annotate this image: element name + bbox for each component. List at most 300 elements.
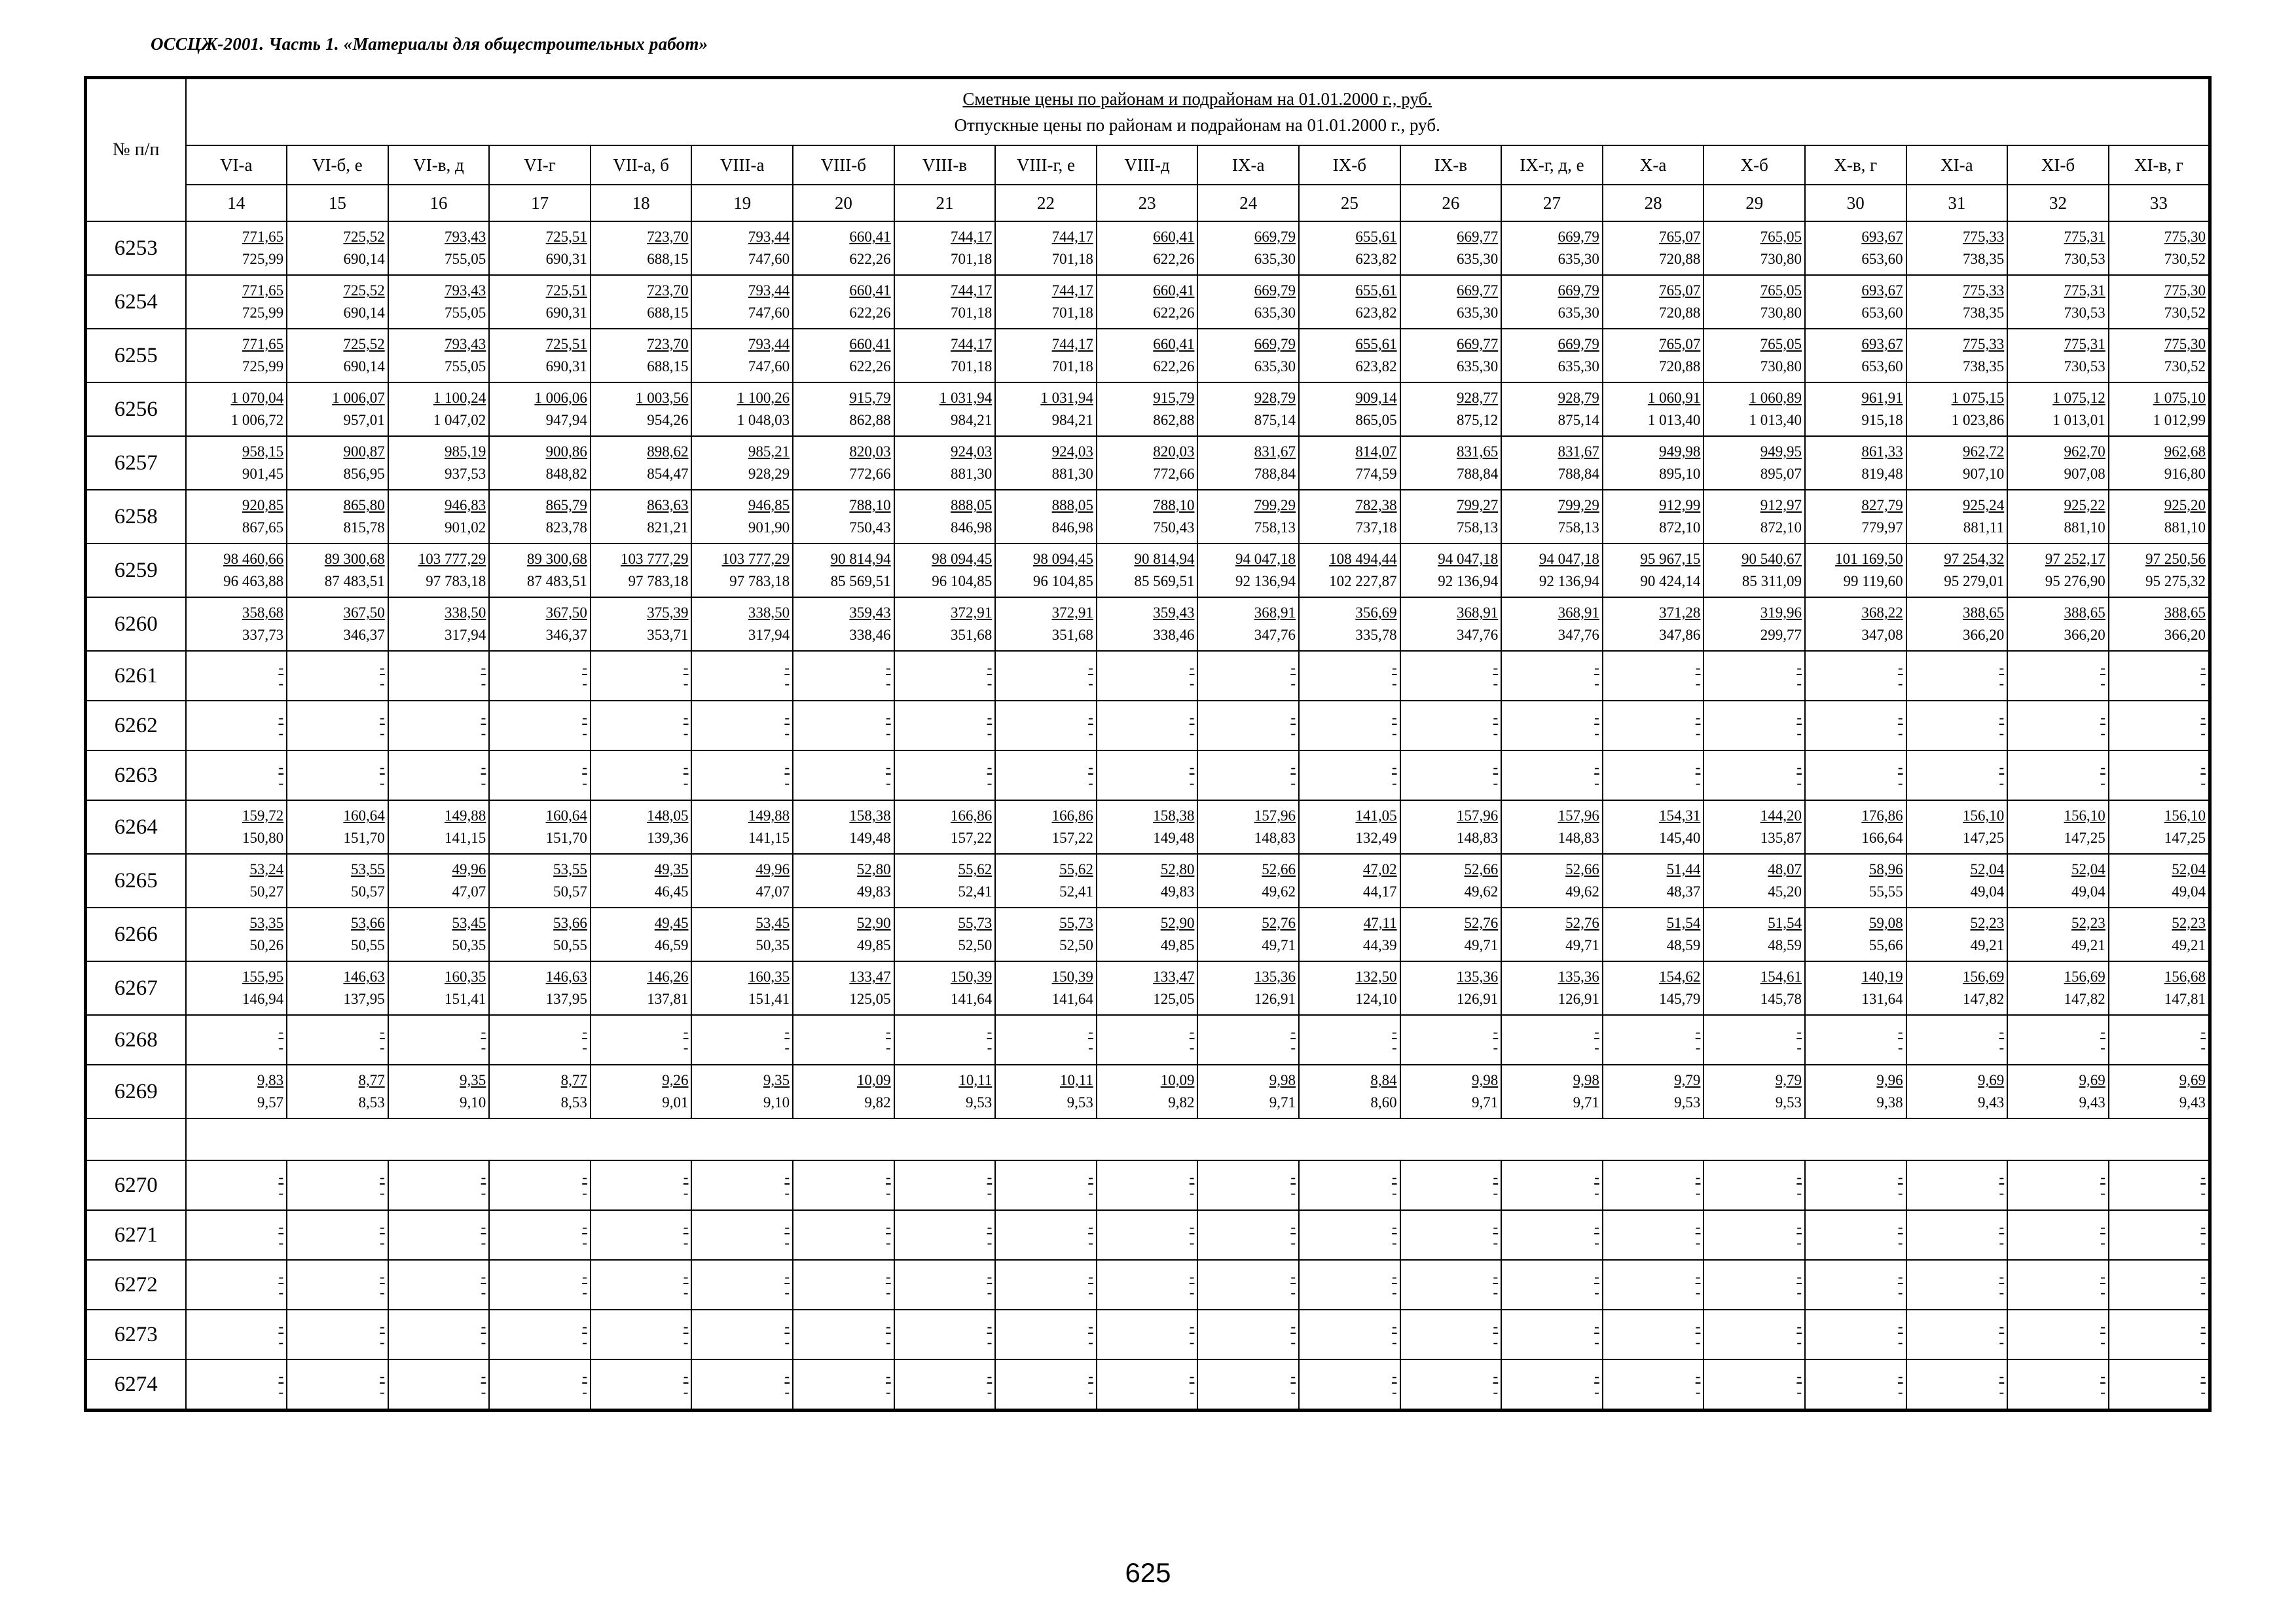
price-cell (388, 1065, 490, 1118)
release-price: 87 483,51 (324, 573, 385, 589)
release-price: 690,31 (545, 358, 587, 375)
price-cell (1197, 961, 1299, 1015)
price-cell (1501, 1359, 1603, 1411)
estimate-price: 771,65 (242, 229, 284, 245)
estimate-price: 793,44 (748, 336, 790, 352)
estimate-price: 97 250,56 (2145, 551, 2206, 567)
region-header-cell: VIII-б (793, 145, 894, 185)
estimate-price: 915,79 (849, 390, 891, 406)
price-cell (186, 275, 287, 329)
release-price: 9,82 (1168, 1094, 1195, 1111)
row-number: 6263 (86, 750, 186, 800)
estimate-price: 356,69 (1355, 604, 1397, 621)
price-cell (186, 1015, 287, 1065)
release-price-empty: - (885, 1234, 891, 1251)
price-cell (2007, 1210, 2109, 1260)
release-price: 347,76 (1254, 627, 1296, 643)
release-price: 730,52 (2164, 304, 2206, 321)
price-cell (2109, 490, 2210, 544)
region-header-cell: VI-в, д (388, 145, 490, 185)
release-price: 52,50 (958, 937, 993, 953)
estimate-price: 9,79 (1674, 1072, 1701, 1088)
price-cell (894, 651, 996, 701)
price-cell (995, 1160, 1097, 1210)
price-cell (1704, 544, 1805, 597)
price-cell (1400, 329, 1502, 382)
price-cell (894, 221, 996, 275)
estimate-price: 51,44 (1666, 861, 1701, 877)
price-cell (995, 750, 1097, 800)
price-cell (591, 275, 692, 329)
price-cell (2109, 800, 2210, 854)
release-price: 44,39 (1362, 937, 1397, 953)
estimate-price-empty: - (1796, 1169, 1802, 1185)
release-price: 147,25 (2164, 830, 2206, 846)
release-price-empty: - (582, 1039, 587, 1056)
release-price: 9,71 (1573, 1094, 1599, 1111)
release-price-empty: - (1391, 775, 1397, 791)
release-price-empty: - (1897, 1334, 1903, 1350)
release-price-empty: - (1796, 1284, 1802, 1301)
price-cell (1906, 329, 2008, 382)
estimate-price: 55,73 (958, 915, 993, 931)
estimate-price: 53,45 (756, 915, 790, 931)
release-price-empty: - (1594, 1284, 1599, 1301)
table-row (86, 854, 2210, 908)
estimate-price: 58,96 (1868, 861, 1903, 877)
price-cell (1197, 329, 1299, 382)
estimate-price: 660,41 (849, 282, 891, 299)
price-cell (691, 1260, 793, 1310)
release-price: 653,60 (1861, 251, 1903, 267)
price-cell (1299, 436, 1400, 490)
price-cell (1906, 1160, 2008, 1210)
estimate-price: 133,47 (849, 969, 891, 985)
estimate-price: 9,69 (1977, 1072, 2005, 1088)
estimate-price: 900,86 (545, 443, 587, 460)
price-cell (1299, 329, 1400, 382)
estimate-price-empty: - (987, 659, 993, 676)
release-price: 623,82 (1355, 251, 1397, 267)
release-price: 45,20 (1768, 883, 1802, 900)
price-cell (186, 651, 287, 701)
region-header-cell: IX-а (1197, 145, 1299, 185)
release-price: 895,07 (1760, 466, 1802, 482)
price-cell (489, 750, 591, 800)
price-cell (995, 490, 1097, 544)
estimate-price: 90 814,94 (1134, 551, 1195, 567)
estimate-price-empty: - (683, 1169, 689, 1185)
release-price: 49,71 (1464, 937, 1499, 953)
region-header-cell: IX-г, д, е (1501, 145, 1603, 185)
estimate-price: 368,91 (1456, 604, 1499, 621)
release-price: 1 013,40 (1647, 412, 1701, 428)
release-price: 881,11 (1963, 519, 2005, 536)
estimate-price: 1 003,56 (635, 390, 689, 406)
estimate-price: 782,38 (1355, 497, 1397, 513)
price-cell (1603, 329, 1704, 382)
release-price: 701,18 (951, 251, 993, 267)
estimate-price: 166,86 (951, 807, 993, 824)
price-cell (1197, 1310, 1299, 1359)
table-row (86, 1260, 2210, 1310)
estimate-price-empty: - (1897, 709, 1903, 726)
price-cell (894, 1260, 996, 1310)
estimate-price-empty: - (582, 1268, 587, 1285)
price-cell (388, 597, 490, 651)
release-price: 9,10 (460, 1094, 486, 1111)
release-price: 875,14 (1558, 412, 1599, 428)
price-cell (388, 1160, 490, 1210)
release-price-empty: - (1391, 1039, 1397, 1056)
estimate-price-empty: - (1391, 1024, 1397, 1040)
release-price: 49,71 (1262, 937, 1296, 953)
price-cell (1805, 1359, 1906, 1411)
price-cell (793, 490, 894, 544)
price-cell (1704, 1260, 1805, 1310)
price-cell (1197, 382, 1299, 436)
release-price: 141,64 (951, 991, 993, 1007)
price-cell (1603, 908, 1704, 961)
release-price: 737,18 (1355, 519, 1397, 536)
price-cell (287, 1015, 388, 1065)
release-price: 346,37 (545, 627, 587, 643)
estimate-price-empty: - (278, 1024, 284, 1040)
estimate-price-empty: - (1189, 659, 1195, 676)
price-cell (489, 275, 591, 329)
price-cell (591, 329, 692, 382)
estimate-price-empty: - (380, 1368, 385, 1384)
release-price-empty: - (1897, 1039, 1903, 1056)
release-price-empty: - (1897, 1185, 1903, 1201)
release-price-empty: - (481, 1185, 486, 1201)
estimate-price-empty: - (380, 709, 385, 726)
estimate-price-empty: - (481, 1318, 486, 1335)
price-cell (591, 1359, 692, 1411)
price-cell (1197, 1260, 1299, 1310)
release-price: 730,53 (2064, 304, 2105, 321)
estimate-price: 52,76 (1262, 915, 1296, 931)
price-cell (995, 800, 1097, 854)
price-cell (1603, 1160, 1704, 1210)
release-price: 8,60 (1370, 1094, 1397, 1111)
estimate-price: 368,22 (1861, 604, 1903, 621)
estimate-price: 53,45 (452, 915, 486, 931)
price-cell (1400, 908, 1502, 961)
estimate-price: 775,33 (1962, 336, 2005, 352)
estimate-price-empty: - (987, 759, 993, 775)
price-cell (995, 854, 1097, 908)
estimate-price: 159,72 (242, 807, 284, 824)
price-cell (894, 329, 996, 382)
release-price: 846,98 (951, 519, 993, 536)
release-price: 49,85 (1160, 937, 1195, 953)
release-price-empty: - (582, 1234, 587, 1251)
price-cell (388, 651, 490, 701)
estimate-price: 52,66 (1262, 861, 1296, 877)
estimate-price: 150,39 (951, 969, 993, 985)
release-price: 635,30 (1558, 358, 1599, 375)
release-price-empty: - (683, 1185, 689, 1201)
release-price: 148,83 (1456, 830, 1499, 846)
price-cell (1805, 1210, 1906, 1260)
release-price-empty: - (987, 1039, 993, 1056)
price-cell (1097, 1260, 1198, 1310)
price-cell (1805, 490, 1906, 544)
release-price-empty: - (1493, 1185, 1499, 1201)
price-cell (287, 436, 388, 490)
price-cell (186, 329, 287, 382)
column-number-cell: 18 (591, 185, 692, 221)
price-cell (1906, 750, 2008, 800)
estimate-price: 928,77 (1456, 390, 1499, 406)
release-price: 351,68 (951, 627, 993, 643)
release-price: 928,29 (748, 466, 790, 482)
release-price: 758,13 (1254, 519, 1296, 536)
price-cell (388, 1015, 490, 1065)
price-cell (1501, 750, 1603, 800)
estimate-price: 95 967,15 (1640, 551, 1701, 567)
estimate-price: 97 252,17 (2045, 551, 2105, 567)
estimate-price-empty: - (1897, 659, 1903, 676)
region-header-cell: VI-г (489, 145, 591, 185)
price-cell (2007, 436, 2109, 490)
price-cell (1603, 544, 1704, 597)
release-price-empty: - (380, 1039, 385, 1056)
release-price: 622,26 (1153, 304, 1195, 321)
estimate-price-empty: - (683, 709, 689, 726)
estimate-price-empty: - (2200, 1268, 2206, 1285)
price-cell (591, 382, 692, 436)
estimate-price: 900,87 (343, 443, 385, 460)
price-cell (1197, 1065, 1299, 1118)
release-price: 97 783,18 (628, 573, 689, 589)
release-price-empty: - (278, 1039, 284, 1056)
price-cell (1906, 1359, 2008, 1411)
estimate-price: 793,44 (748, 282, 790, 299)
release-price: 132,49 (1355, 830, 1397, 846)
price-cell (793, 221, 894, 275)
estimate-price: 865,79 (545, 497, 587, 513)
price-cell (1603, 275, 1704, 329)
table-row (86, 1210, 2210, 1260)
price-cell (1299, 908, 1400, 961)
price-cell (1501, 490, 1603, 544)
table-row (86, 275, 2210, 329)
release-price-empty: - (1493, 1234, 1499, 1251)
release-price-empty: - (1695, 1039, 1701, 1056)
price-cell (1299, 544, 1400, 597)
estimate-price: 985,21 (748, 443, 790, 460)
price-cell (995, 329, 1097, 382)
price-cell (1603, 1210, 1704, 1260)
release-price-empty: - (278, 775, 284, 791)
price-cell (591, 1065, 692, 1118)
price-cell (1299, 1310, 1400, 1359)
estimate-price-empty: - (1999, 759, 2005, 775)
price-cell (2109, 961, 2210, 1015)
price-cell (1805, 1310, 1906, 1359)
price-cell (1906, 490, 2008, 544)
estimate-price: 98 094,45 (932, 551, 993, 567)
release-price: 137,81 (647, 991, 689, 1007)
estimate-price-empty: - (2100, 1268, 2105, 1285)
release-price-empty: - (481, 675, 486, 692)
release-price-empty: - (481, 1334, 486, 1350)
release-price-empty: - (885, 1185, 891, 1201)
release-price: 9,71 (1471, 1094, 1499, 1111)
release-price: 157,22 (1051, 830, 1093, 846)
estimate-price: 52,76 (1464, 915, 1499, 931)
price-cell (1097, 961, 1198, 1015)
estimate-price-empty: - (784, 1368, 790, 1384)
release-price: 97 783,18 (729, 573, 790, 589)
estimate-price-empty: - (784, 1268, 790, 1285)
estimate-price: 912,97 (1760, 497, 1802, 513)
release-price: 95 279,01 (1944, 573, 2005, 589)
release-price: 50,27 (249, 883, 284, 900)
estimate-price-empty: - (987, 1169, 993, 1185)
estimate-price-empty: - (2100, 659, 2105, 676)
estimate-price-empty: - (885, 709, 891, 726)
price-cell (1805, 908, 1906, 961)
table-row (86, 1065, 2210, 1118)
release-price: 730,53 (2064, 251, 2105, 267)
price-cell (1097, 651, 1198, 701)
estimate-price-empty: - (1493, 1219, 1499, 1235)
estimate-price-empty: - (1796, 1219, 1802, 1235)
release-price-empty: - (1493, 775, 1499, 791)
estimate-price: 723,70 (647, 282, 689, 299)
release-price-empty: - (1189, 1384, 1195, 1400)
estimate-price-empty: - (380, 1318, 385, 1335)
estimate-price: 725,52 (343, 282, 385, 299)
release-price: 738,35 (1962, 251, 2005, 267)
price-cell (287, 597, 388, 651)
row-number: 6253 (86, 221, 186, 275)
estimate-price: 52,76 (1565, 915, 1599, 931)
price-cell (691, 908, 793, 961)
estimate-price: 669,79 (1254, 336, 1296, 352)
estimate-price: 101 169,50 (1835, 551, 1903, 567)
table-row (86, 750, 2210, 800)
estimate-price-empty: - (582, 659, 587, 676)
estimate-price-empty: - (1391, 1219, 1397, 1235)
release-price: 92 136,94 (1539, 573, 1599, 589)
release-price: 622,26 (1153, 358, 1195, 375)
estimate-price: 371,28 (1659, 604, 1701, 621)
price-cell (1097, 750, 1198, 800)
estimate-price-empty: - (683, 1318, 689, 1335)
release-price-empty: - (2200, 675, 2206, 692)
estimate-price-empty: - (1999, 709, 2005, 726)
price-cell (793, 1310, 894, 1359)
estimate-price-empty: - (987, 1318, 993, 1335)
estimate-price: 157,96 (1558, 807, 1599, 824)
price-cell (691, 750, 793, 800)
release-price: 48,37 (1666, 883, 1701, 900)
estimate-price-empty: - (1290, 1368, 1296, 1384)
price-cell (1299, 800, 1400, 854)
estimate-price: 725,51 (545, 336, 587, 352)
release-price-empty: - (2200, 1284, 2206, 1301)
estimate-price: 51,54 (1666, 915, 1701, 931)
price-cell (1400, 382, 1502, 436)
release-price: 875,12 (1456, 412, 1499, 428)
estimate-price: 53,66 (553, 915, 587, 931)
price-cell (489, 544, 591, 597)
price-cell (1805, 436, 1906, 490)
release-price-empty: - (1594, 725, 1599, 741)
price-cell (793, 1065, 894, 1118)
price-cell (591, 1260, 692, 1310)
estimate-price-empty: - (1695, 1169, 1701, 1185)
release-price: 49,21 (2071, 937, 2105, 953)
estimate-price: 160,64 (545, 807, 587, 824)
estimate-price-empty: - (582, 1024, 587, 1040)
price-cell (489, 436, 591, 490)
release-price: 738,35 (1962, 358, 2005, 375)
release-price-empty: - (1695, 1284, 1701, 1301)
price-cell (995, 275, 1097, 329)
row-number: 6254 (86, 275, 186, 329)
price-cell (691, 1359, 793, 1411)
release-price-empty: - (1897, 775, 1903, 791)
estimate-price: 154,62 (1659, 969, 1701, 985)
release-price: 947,94 (545, 412, 587, 428)
release-price-empty: - (987, 1234, 993, 1251)
price-cell (388, 701, 490, 750)
row-number: 6258 (86, 490, 186, 544)
release-price: 747,60 (748, 358, 790, 375)
price-cell (691, 854, 793, 908)
estimate-price-empty: - (1594, 1024, 1599, 1040)
release-price: 1 013,01 (2052, 412, 2105, 428)
release-price-empty: - (582, 1185, 587, 1201)
release-price-empty: - (2100, 675, 2105, 692)
estimate-price-empty: - (481, 759, 486, 775)
estimate-price: 98 094,45 (1032, 551, 1093, 567)
price-cell (1704, 436, 1805, 490)
estimate-price: 338,50 (445, 604, 486, 621)
estimate-price: 925,20 (2164, 497, 2206, 513)
release-price-empty: - (380, 1384, 385, 1400)
price-cell (2109, 382, 2210, 436)
estimate-price: 744,17 (1051, 336, 1093, 352)
estimate-price: 94 047,18 (1539, 551, 1599, 567)
price-cell (1400, 750, 1502, 800)
price-cell (793, 1160, 894, 1210)
release-price-empty: - (2100, 1284, 2105, 1301)
release-price-empty: - (2100, 775, 2105, 791)
price-cell (2007, 490, 2109, 544)
estimate-price-empty: - (885, 759, 891, 775)
price-cell (2109, 1160, 2210, 1210)
release-price: 47,07 (452, 883, 486, 900)
price-cell (591, 1160, 692, 1210)
estimate-price: 156,69 (1962, 969, 2005, 985)
price-cell (1704, 908, 1805, 961)
release-price-empty: - (1999, 775, 2005, 791)
estimate-price-empty: - (1391, 1268, 1397, 1285)
price-cell (1097, 329, 1198, 382)
price-cell (1805, 1160, 1906, 1210)
estimate-price-empty: - (1088, 759, 1093, 775)
release-price: 9,57 (257, 1094, 284, 1111)
estimate-price-empty: - (1897, 1169, 1903, 1185)
price-cell (691, 1015, 793, 1065)
estimate-price-empty: - (1189, 1219, 1195, 1235)
